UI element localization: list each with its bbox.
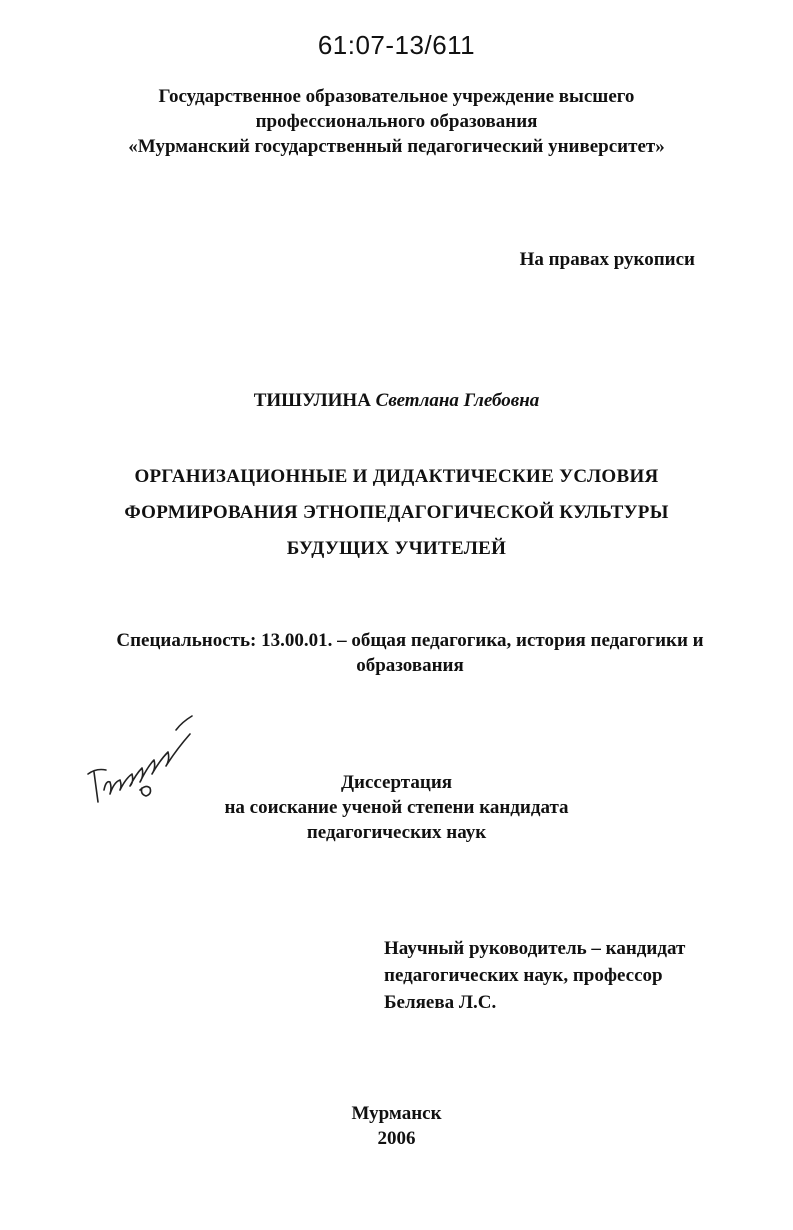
- dissertation-type: [0, 770, 793, 845]
- title-line-2: ФОРМИРОВАНИЯ ЭТНОПЕДАГОГИЧЕСКОЙ КУЛЬТУРЫ: [124, 502, 669, 523]
- title-line-1: ОРГАНИЗАЦИОННЫЕ И ДИДАКТИЧЕСКИЕ УСЛОВИЯ: [134, 466, 659, 487]
- institution-line-1: Государственное образовательное учреждение высшего: [158, 86, 635, 107]
- title-line-3: БУДУЩИХ УЧИТЕЛЕЙ: [286, 538, 507, 559]
- supervisor-line-2: педагогических наук, профессор: [384, 965, 663, 986]
- author-name: [0, 390, 793, 412]
- dissertation-line-2: на соискание ученой степени кандидата: [224, 797, 569, 818]
- supervisor-block: [384, 935, 685, 1016]
- author-given-names: Светлана Глебовна: [375, 390, 540, 411]
- place: Мурманск: [351, 1103, 442, 1124]
- specialty-line-1: Специальность: 13.00.01. – общая педагогика, история педагогики и: [116, 630, 704, 651]
- specialty: [110, 628, 710, 678]
- year: 2006: [377, 1128, 416, 1149]
- rights-note: На правах рукописи: [519, 249, 695, 270]
- author-surname: ТИШУЛИНА: [253, 390, 371, 411]
- dissertation-line-1: Диссертация: [340, 772, 453, 793]
- dissertation-title: [0, 459, 793, 567]
- catalog-code: 61:07-13/611: [317, 30, 476, 60]
- institution-header: [0, 84, 793, 159]
- place-and-year: [0, 1101, 793, 1151]
- institution-line-2: профессионального образования: [255, 111, 538, 132]
- dissertation-line-3: педагогических наук: [306, 822, 487, 843]
- supervisor-line-3: Беляева Л.С.: [384, 992, 497, 1013]
- specialty-line-2: образования: [356, 655, 464, 676]
- supervisor-line-1: Научный руководитель – кандидат: [384, 938, 686, 959]
- institution-line-3: «Мурманский государственный педагогический университет»: [128, 136, 665, 157]
